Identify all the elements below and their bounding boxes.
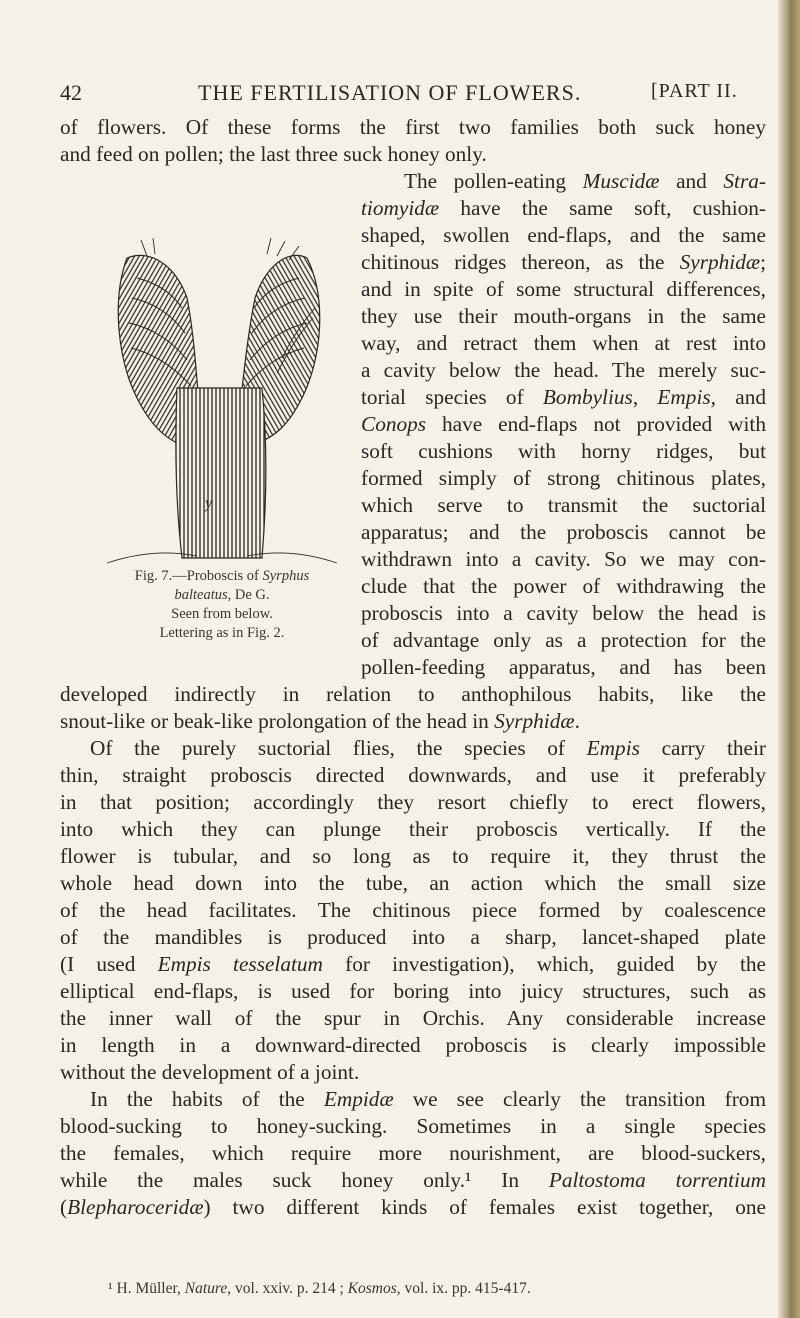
text-line: whole head down into the tube, an action which the small size bbox=[60, 871, 766, 895]
bristles bbox=[141, 238, 299, 260]
text-line: in that position; accordingly they resort chiefly to erect flowers, bbox=[60, 790, 766, 814]
figure-caption bbox=[108, 567, 336, 643]
text-line: and in spite of some structural differences, bbox=[361, 277, 766, 301]
text-line: they use their mouth-organs in the same bbox=[361, 304, 766, 328]
text-line: the females, which require more nourishment, are blood-suckers, bbox=[60, 1141, 766, 1165]
book-spine-edge bbox=[778, 0, 800, 1318]
text-line: snout-like or beak-like prolongation of the head in Syrphidæ. bbox=[60, 709, 580, 733]
text-line: in length in a downward-directed proboscis is clearly impossible bbox=[60, 1033, 766, 1057]
text-line: apparatus; and the proboscis cannot be bbox=[361, 520, 766, 544]
text-line: flower is tubular, and so long as to require it, they thrust the bbox=[60, 844, 766, 868]
text-line: elliptical end-flaps, is used for boring into juicy structures, such as bbox=[60, 979, 766, 1003]
text-line: which serve to transmit the suctorial bbox=[361, 493, 766, 517]
text-line: of the head facilitates. The chitinous piece formed by coalescence bbox=[60, 898, 766, 922]
text-line: while the males suck honey only.¹ In Paltostoma torrentium bbox=[60, 1168, 766, 1192]
text-line: (I used Empis tesselatum for investigation), which, guided by the bbox=[60, 952, 766, 976]
running-title: THE FERTILISATION OF FLOWERS. bbox=[198, 80, 582, 105]
text-line: tiomyidæ have the same soft, cushion- bbox=[361, 196, 766, 220]
caption-line: Fig. 7.—Proboscis of Syrphus bbox=[134, 568, 310, 584]
text-line: and feed on pollen; the last three suck honey only. bbox=[60, 142, 487, 166]
text-line: pollen-feeding apparatus, and has been bbox=[361, 655, 766, 679]
proboscis-illustration bbox=[107, 238, 337, 568]
page-header bbox=[60, 80, 760, 110]
part-label: [PART II. bbox=[651, 80, 738, 102]
proboscis-stalk bbox=[176, 388, 266, 558]
text-line: of the mandibles is produced into a sharp, lancet-shaped plate bbox=[60, 925, 766, 949]
text-line: Conops have end-flaps not provided with bbox=[361, 412, 766, 436]
text-line: formed simply of strong chitinous plates, bbox=[361, 466, 766, 490]
text-line: developed indirectly in relation to anthophilous habits, like the bbox=[60, 682, 766, 706]
text-line: proboscis into a cavity below the head is bbox=[361, 601, 766, 625]
text-line: of advantage only as a protection for the bbox=[361, 628, 766, 652]
text-line: The pollen-eating Muscidæ and Stra- bbox=[404, 169, 766, 193]
caption-line: Lettering as in Fig. 2. bbox=[159, 625, 285, 641]
text-line: the inner wall of the spur in Orchis. Any considerable increase bbox=[60, 1006, 766, 1030]
text-line: chitinous ridges thereon, as the Syrphidæ; bbox=[361, 250, 766, 274]
text-line: without the development of a joint. bbox=[60, 1060, 360, 1084]
text-line: blood-sucking to honey-sucking. Sometimes in a single species bbox=[60, 1114, 766, 1138]
text-line: shaped, swollen end-flaps, and the same bbox=[361, 223, 766, 247]
caption-line: balteatus, De G. bbox=[174, 587, 270, 603]
text-line: soft cushions with horny ridges, but bbox=[361, 439, 766, 463]
figure-letter: y bbox=[205, 495, 213, 512]
text-line: Of the purely suctorial flies, the species of Empis carry their bbox=[90, 736, 766, 760]
text-line: into which they can plunge their proboscis vertically. If the bbox=[60, 817, 766, 841]
text-line: way, and retract them when at rest into bbox=[361, 331, 766, 355]
text-line: torial species of Bombylius, Empis, and bbox=[361, 385, 766, 409]
text-line: clude that the power of withdrawing the bbox=[361, 574, 766, 598]
text-line: of flowers. Of these forms the first two families both suck honey bbox=[60, 115, 766, 139]
text-line: thin, straight proboscis directed downwards, and use it preferably bbox=[60, 763, 766, 787]
text-line: withdrawn into a cavity. So we may con- bbox=[361, 547, 766, 571]
footnote: ¹ H. Müller, Nature, vol. xxiv. p. 214 ; Kosmos, vol. ix. pp. 415-417. bbox=[108, 1280, 531, 1297]
caption-line: Seen from below. bbox=[171, 606, 273, 622]
text-line: (Blepharoceridæ) two different kinds of females exist together, one bbox=[60, 1195, 766, 1219]
text-line: a cavity below the head. The merely suc- bbox=[361, 358, 766, 382]
page-number: 42 bbox=[60, 80, 82, 105]
text-line: In the habits of the Empidæ we see clearly the transition from bbox=[90, 1087, 766, 1111]
